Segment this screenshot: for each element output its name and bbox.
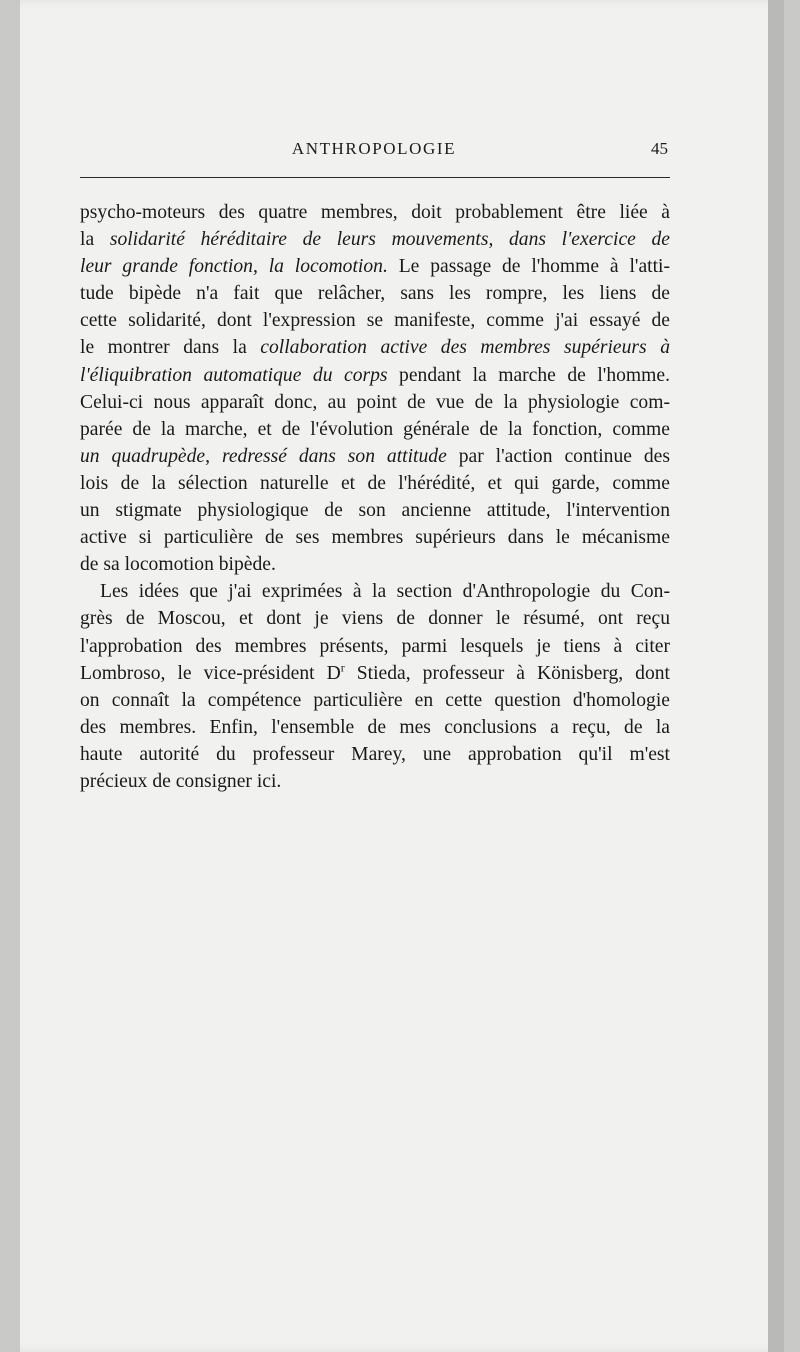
text-run: Stieda, professeur à Könisberg, dont bbox=[344, 662, 670, 684]
text-line bbox=[80, 443, 670, 470]
text-line: active si particulière de ses membres supérieurs dans le mécanisme bbox=[80, 527, 670, 549]
italic-run: solidarité héréditaire de leurs mouvements, dans l'exercice de bbox=[109, 229, 670, 251]
text-line bbox=[80, 226, 670, 253]
text-line: parée de la marche, et de l'évolution générale de la fonction, comme bbox=[80, 418, 670, 440]
paragraph-1 bbox=[80, 199, 670, 578]
paragraph-2 bbox=[80, 578, 670, 795]
text-line: haute autorité du professeur Marey, une approbation qu'il m'est bbox=[80, 743, 670, 765]
text-line: Les idées que j'ai exprimées à la section d'Anthropologie du Con- bbox=[100, 581, 670, 603]
page-edge-shadow bbox=[768, 0, 784, 1352]
text-line: cette solidarité, dont l'expression se manifeste, comme j'ai essayé de bbox=[80, 310, 670, 332]
page-header bbox=[80, 139, 668, 165]
text-line: psycho-moteurs des quatre membres, doit probablement être liée à bbox=[80, 202, 670, 223]
text-run: la bbox=[80, 229, 110, 251]
header-rule bbox=[80, 177, 670, 178]
text-line: précieux de consigner ici. bbox=[80, 770, 282, 792]
italic-run: l'éliquibration automatique du corps bbox=[80, 364, 388, 386]
text-line bbox=[80, 660, 670, 687]
page-number: 45 bbox=[651, 139, 668, 158]
text-line bbox=[80, 253, 670, 280]
superscript: r bbox=[340, 660, 345, 675]
text-line: on connaît la compétence particulière en cette question d'homologie bbox=[80, 689, 670, 711]
text-line: des membres. Enfin, l'ensemble de mes conclusions a reçu, de la bbox=[80, 716, 670, 738]
text-run: Lombroso, le vice-président D bbox=[80, 662, 341, 684]
italic-run: un quadrupède, redressé dans son attitude bbox=[80, 445, 447, 467]
text-line bbox=[80, 362, 670, 389]
text-line: un stigmate physiologique de son ancienne attitude, l'intervention bbox=[80, 500, 670, 522]
text-line: grès de Moscou, et dont je viens de donner le résumé, ont reçu bbox=[80, 608, 670, 630]
running-title: ANTHROPOLOGIE bbox=[291, 139, 457, 158]
text-run: pendant la marche de l'homme. bbox=[387, 364, 670, 386]
text-line: tude bipède n'a fait que relâcher, sans les rompre, les liens de bbox=[80, 283, 670, 305]
text-line: de sa locomotion bipède. bbox=[80, 554, 276, 576]
text-run: le montrer dans la bbox=[80, 337, 261, 359]
text-line bbox=[80, 334, 670, 361]
text-line: Celui-ci nous apparaît donc, au point de vue de la physiologie com- bbox=[80, 391, 670, 413]
italic-run: leur grande fonction, la locomotion. bbox=[80, 256, 388, 278]
text-run: par l'action continue des bbox=[446, 445, 670, 467]
body-text bbox=[80, 199, 670, 795]
text-line: lois de la sélection naturelle et de l'hérédité, et qui garde, comme bbox=[80, 472, 670, 494]
text-run: Le passage de l'homme à l'atti- bbox=[387, 256, 670, 278]
text-line: l'approbation des membres présents, parmi lesquels je tiens à citer bbox=[80, 635, 670, 657]
italic-run: collaboration active des membres supérieurs à bbox=[260, 337, 670, 359]
